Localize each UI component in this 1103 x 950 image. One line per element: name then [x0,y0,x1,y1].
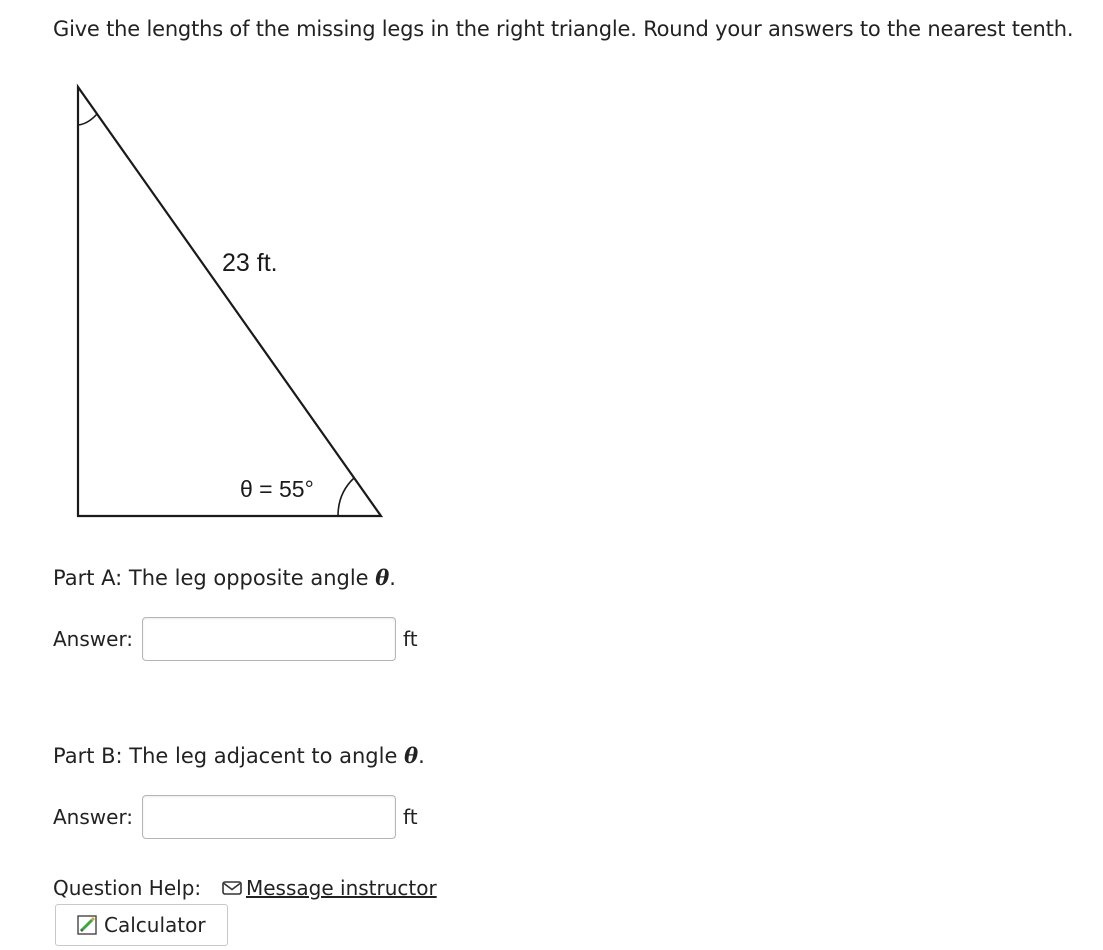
hypotenuse-label: 23 ft. [222,249,278,277]
part-b-unit: ft [403,805,418,829]
part-a-answer-label: Answer: [53,627,134,651]
part-b-heading-text: Part B: The leg adjacent to angle [53,744,405,768]
part-b-answer-label: Answer: [53,805,134,829]
part-a-period: . [389,566,396,590]
calculator-button[interactable] [55,904,228,946]
triangle-shape [78,87,381,516]
part-b-answer-input[interactable] [142,795,396,839]
part-a-answer-input[interactable] [142,617,396,661]
theta-symbol: θ [404,743,419,768]
message-instructor-link[interactable] [222,876,437,900]
part-a-heading [53,565,396,590]
calculator-button-label: Calculator [104,913,206,937]
pencil-square-icon [76,914,98,936]
question-help-label: Question Help: [53,876,202,900]
right-triangle-figure [0,0,420,540]
angle-label: θ = 55° [240,476,314,502]
message-instructor-text: Message instructor [246,876,437,900]
question-prompt: Give the lengths of the missing legs in the right triangle. Round your answers to the nearest tenth. [53,17,1074,41]
envelope-icon [222,880,242,896]
theta-symbol: θ [375,565,390,590]
part-a-unit: ft [403,627,418,651]
part-a-heading-text: Part A: The leg opposite angle [53,566,376,590]
part-b-period: . [418,744,425,768]
part-b-heading [53,743,425,768]
